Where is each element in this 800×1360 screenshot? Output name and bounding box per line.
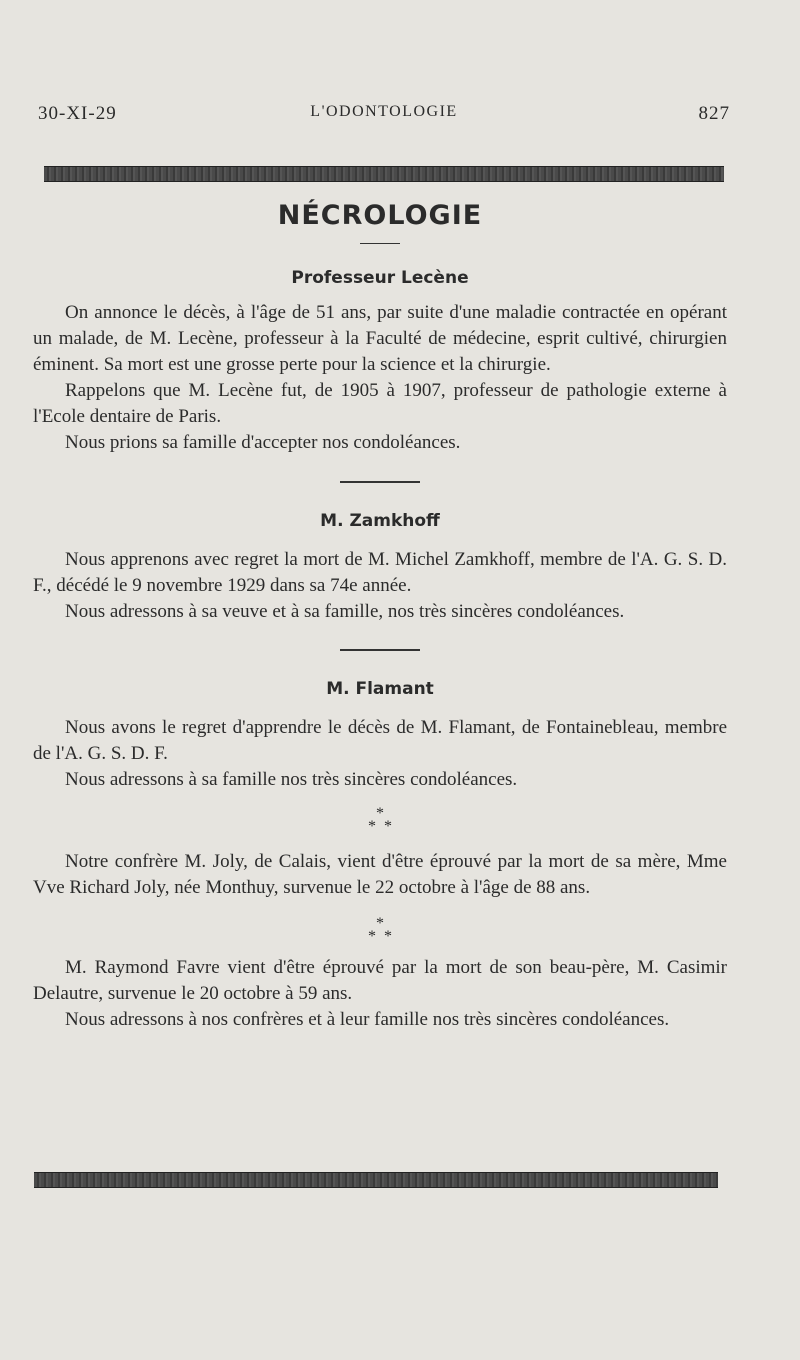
page-header (38, 103, 730, 133)
star-glyph: * (368, 818, 376, 835)
section-lecene (33, 300, 727, 456)
bottom-ornamental-rule (34, 1172, 718, 1188)
journal-title: L'ODONTOLOGIE (310, 103, 458, 120)
page-title: NÉCROLOGIE (277, 200, 483, 231)
paragraph: Nous avons le regret d'apprendre le décès de M. Flamant, de Fontainebleau, membre de l'A. G. S. D. F. (33, 717, 727, 764)
section-separator (340, 649, 420, 651)
paragraph: Nous adressons à nos confrères et à leur famille nos très sincères condoléances. (65, 1009, 670, 1030)
star-glyph: * (368, 928, 376, 945)
section-heading-flamant: M. Flamant (326, 679, 434, 699)
article-body (33, 200, 727, 1033)
star-glyph: * (384, 928, 392, 945)
paragraph: Nous apprenons avec regret la mort de M. Michel Zamkhoff, membre de l'A. G. S. D. F., décédé le 9 novembre 1929 dans sa 74e année. (33, 549, 727, 596)
paragraph: Nous adressons à sa veuve et à sa famille, nos très sincères condoléances. (65, 601, 625, 622)
section-zamkhoff (33, 547, 727, 625)
star-glyph: * (376, 915, 384, 932)
paragraph: On annonce le décès, à l'âge de 51 ans, par suite d'une maladie contractée en opérant un malade, de M. Lecène, professeur à la Faculté de médecine, esprit cultivé, chirurgien éminent. Sa mort est une grosse perte pour la science et la chirurgie. (33, 302, 727, 375)
paragraph: Nous adressons à sa famille nos très sincères condoléances. (65, 769, 518, 790)
section-separator (340, 481, 420, 483)
paragraph: M. Raymond Favre vient d'être éprouvé par la mort de son beau-père, M. Casimir Delautre, survenue le 20 octobre à 59 ans. (33, 957, 727, 1004)
star-glyph: * (376, 805, 384, 822)
page-number: 827 (698, 103, 730, 124)
paragraph: Nous prions sa famille d'accepter nos condoléances. (65, 432, 461, 453)
issue-date: 30-XI-29 (38, 103, 117, 124)
title-underline (360, 243, 400, 244)
top-ornamental-rule (44, 166, 724, 182)
section-heading-lecene: Professeur Lecène (291, 268, 469, 288)
paragraph: Rappelons que M. Lecène fut, de 1905 à 1907, professeur de pathologie externe à l'Ecole dentaire de Paris. (33, 380, 727, 427)
asterism (33, 807, 727, 833)
note-favre (33, 955, 727, 1033)
star-glyph: * (384, 818, 392, 835)
note-joly (33, 849, 727, 901)
asterism (33, 917, 727, 943)
section-heading-zamkhoff: M. Zamkhoff (320, 511, 440, 531)
section-flamant (33, 715, 727, 793)
paragraph: Notre confrère M. Joly, de Calais, vient d'être éprouvé par la mort de sa mère, Mme Vve Richard Joly, née Monthuy, survenue le 22 octobre à l'âge de 88 ans. (33, 851, 727, 898)
